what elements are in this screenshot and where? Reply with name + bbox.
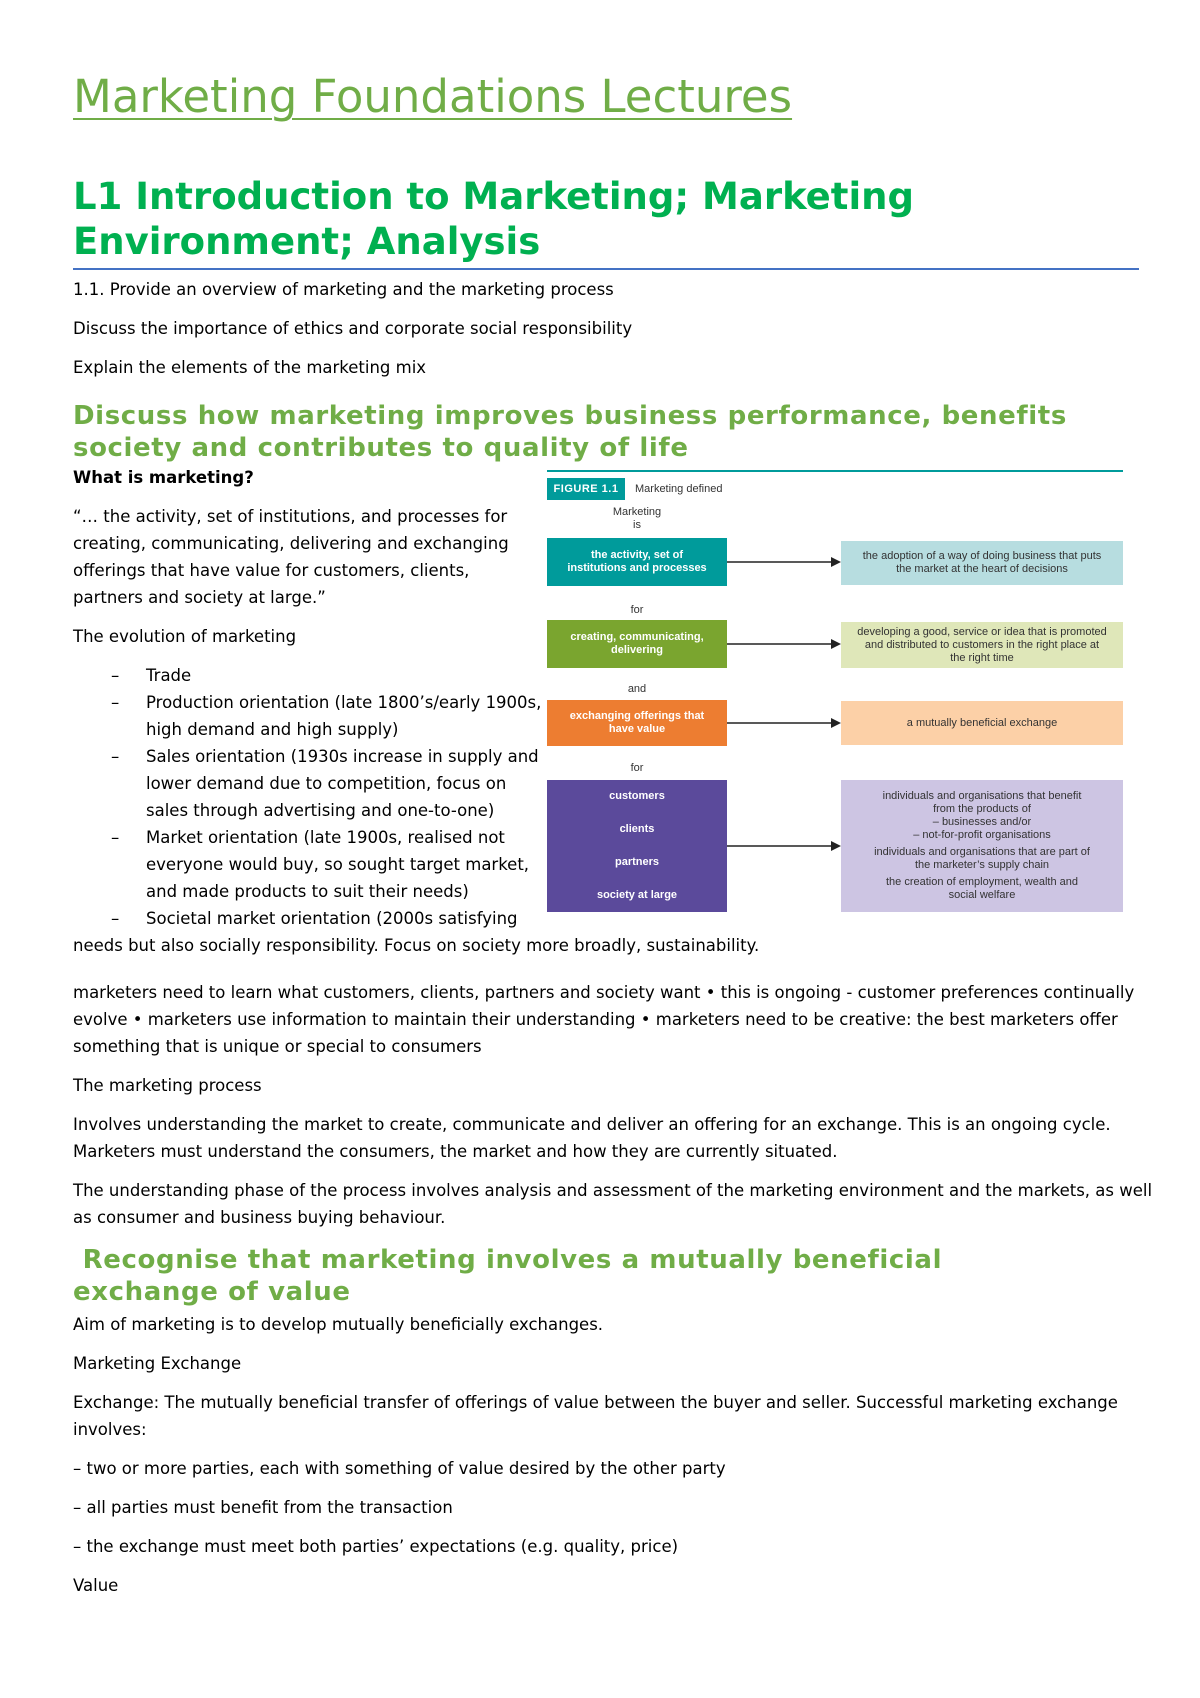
customer-list <box>597 780 677 912</box>
list-item <box>73 905 553 932</box>
beneficiaries-line: social welfare <box>948 889 1016 901</box>
box-beneficiaries <box>841 780 1123 912</box>
list-item-text: Societal market orientation (2000s satisfying <box>146 909 518 928</box>
marketers-line-3: something that is unique or special to consumers <box>73 1037 482 1056</box>
and-label: and <box>627 683 647 695</box>
list-item-text: Sales orientation (1930s increase in supply and lower demand due to competition, focus on sales through advertising and one-to-one) <box>146 747 539 820</box>
figure-marketing-label <box>547 506 727 532</box>
box-mutual-text: a mutually beneficial exchange <box>906 716 1058 729</box>
partners-label: partners <box>614 856 660 868</box>
list-item <box>73 743 553 824</box>
understanding-line-2: as consumer and business buying behaviour. <box>73 1208 446 1227</box>
box-developing <box>841 622 1123 668</box>
heading-rule <box>73 268 1139 270</box>
list-dash: – <box>111 693 120 712</box>
figure-top-rule <box>547 470 1123 472</box>
process-line-2: Marketers must understand the consumers, the market and how they are currently situated. <box>73 1142 838 1161</box>
box-activity-text: the activity, set of institutions and processes <box>567 549 707 574</box>
box-exchanging-text: exchanging offerings that have value <box>569 710 705 735</box>
list-item-text: Trade <box>146 666 192 685</box>
list-item <box>73 662 553 689</box>
exchange-point-2: – all parties must benefit from the transaction <box>73 1498 453 1517</box>
box-creating <box>547 620 727 668</box>
society-label: society at large <box>596 889 678 901</box>
evolution-title: The evolution of marketing <box>73 627 297 646</box>
arrow-4 <box>727 839 841 853</box>
list-item <box>73 689 553 743</box>
beneficiaries-line: – not-for-profit organisations <box>913 829 1051 841</box>
beneficiaries-line: from the products of <box>933 803 1031 815</box>
section2-heading-line-2: exchange of value <box>73 1277 351 1307</box>
is-word: is <box>633 519 641 531</box>
what-is-marketing: What is marketing? <box>73 468 254 487</box>
marketing-word: Marketing <box>612 506 662 518</box>
definition-line-1: “… the activity, set of institutions, and processes for <box>73 507 508 526</box>
list-dash: – <box>111 747 120 766</box>
objective-1: 1.1. Provide an overview of marketing and the marketing process <box>73 280 614 299</box>
figure-caption: Marketing defined <box>635 483 723 495</box>
process-title: The marketing process <box>73 1076 262 1095</box>
list-item <box>73 824 553 905</box>
for-label-2: for <box>630 762 644 774</box>
list-dash: – <box>111 909 120 928</box>
box-mutual <box>841 701 1123 745</box>
section1-heading: Discuss how marketing improves business performance, benefits society and contributes to quality of life <box>73 401 1067 463</box>
marketers-line-2: evolve • marketers use information to maintain their understanding • marketers need to be creative: the best marketers offer <box>73 1010 1118 1029</box>
list-dash: – <box>111 828 120 847</box>
box-adoption-text: the adoption of a way of doing business that puts the market at the heart of decisions <box>862 550 1102 575</box>
box-adoption <box>841 541 1123 585</box>
arrow-2 <box>727 637 841 651</box>
box-exchanging <box>547 700 727 746</box>
customers-label: customers <box>609 790 665 802</box>
box-developing-text: developing a good, service or idea that is promoted and distributed to customers in the right place at the right time <box>857 625 1107 664</box>
evolution-list <box>73 662 553 932</box>
arrow-1 <box>727 555 841 569</box>
section2-heading-line-1: Recognise that marketing involves a mutually beneficial <box>73 1245 943 1275</box>
beneficiaries-line: individuals and organisations that are part of <box>874 846 1090 858</box>
exchange-title: Marketing Exchange <box>73 1354 242 1373</box>
beneficiaries-line: the marketer’s supply chain <box>914 859 1050 871</box>
process-line-1: Involves understanding the market to create, communicate and deliver an offering for an exchange. This is an ongoing cycle. <box>73 1115 1111 1134</box>
definition-line-4: partners and society at large.” <box>73 588 326 607</box>
lecture-heading: L1 Introduction to Marketing; Marketing Environment; Analysis <box>73 175 914 263</box>
figure-marketing-defined <box>547 470 1123 918</box>
list-dash: – <box>111 666 120 685</box>
objective-2: Discuss the importance of ethics and corporate social responsibility <box>73 319 633 338</box>
value-title: Value <box>73 1576 119 1595</box>
exchange-line-2: involves: <box>73 1420 147 1439</box>
beneficiaries-line: individuals and organisations that benefit <box>882 790 1082 802</box>
definition-line-3: offerings that have value for customers, clients, <box>73 561 470 580</box>
aim-text: Aim of marketing is to develop mutually beneficially exchanges. <box>73 1315 604 1334</box>
marketers-line-1: marketers need to learn what customers, clients, partners and society want • this is ongoing - customer preferences continually <box>73 983 1135 1002</box>
box-activity <box>547 538 727 586</box>
beneficiaries-line: – businesses and/or <box>932 816 1032 828</box>
exchange-line-1: Exchange: The mutually beneficial transfer of offerings of value between the buyer and seller. Successful marketing exchange <box>73 1393 1118 1412</box>
objective-3: Explain the elements of the marketing mix <box>73 358 427 377</box>
exchange-point-3: – the exchange must meet both parties’ expectations (e.g. quality, price) <box>73 1537 679 1556</box>
box-customers <box>547 780 727 912</box>
definition-line-2: creating, communicating, delivering and exchanging <box>73 534 509 553</box>
beneficiaries-line: the creation of employment, wealth and <box>885 876 1078 888</box>
figure-tag: FIGURE 1.1 <box>547 478 625 500</box>
list-item-text: Production orientation (late 1800’s/early 1900s, high demand and high supply) <box>146 693 542 739</box>
exchange-point-1: – two or more parties, each with something of value desired by the other party <box>73 1459 726 1478</box>
document-title: Marketing Foundations Lectures <box>73 70 793 123</box>
clients-label: clients <box>619 823 655 835</box>
understanding-line-1: The understanding phase of the process involves analysis and assessment of the marketing environment and the markets, as well <box>73 1181 1153 1200</box>
for-label-1: for <box>630 604 644 616</box>
societal-continuation: needs but also socially responsibility. Focus on society more broadly, sustainability. <box>73 936 760 955</box>
box-creating-text: creating, communicating, delivering <box>570 631 704 656</box>
list-item-text: Market orientation (late 1900s, realised not everyone would buy, so sought target market, and made products to suit their needs) <box>146 828 530 901</box>
arrow-3 <box>727 716 841 730</box>
